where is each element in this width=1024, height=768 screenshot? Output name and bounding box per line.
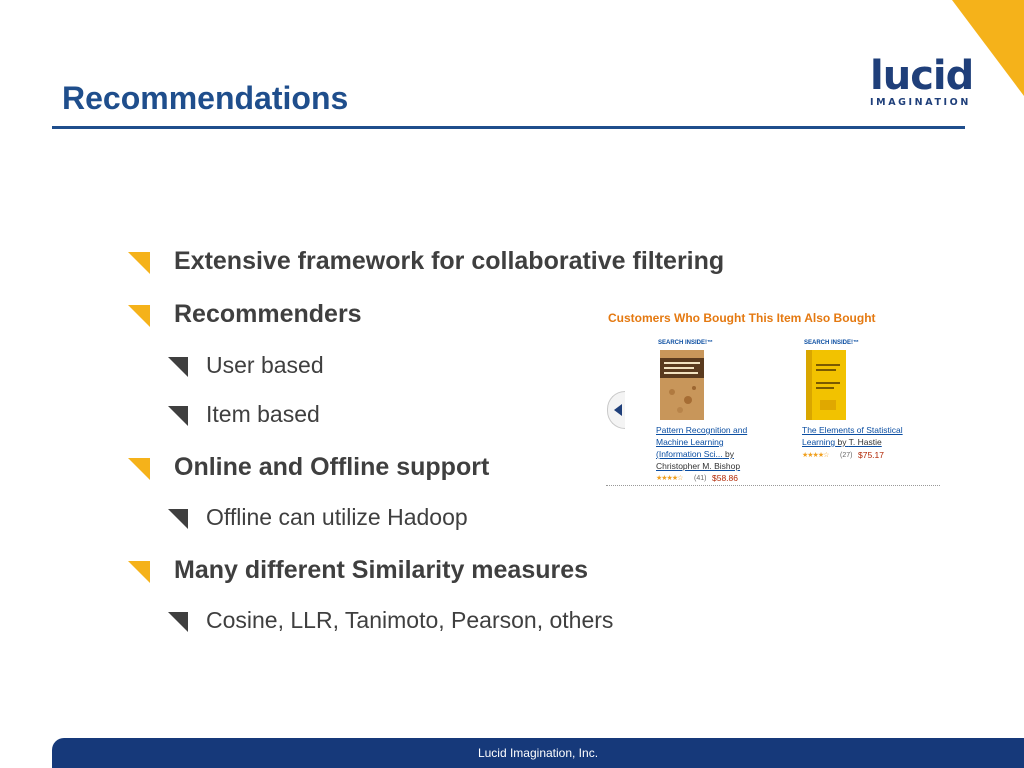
- footer-bar: [52, 738, 1024, 768]
- footer-text: Lucid Imagination, Inc.: [477, 746, 599, 760]
- bullet-text: Recommenders: [174, 300, 362, 328]
- book-author: T. Hastie: [848, 437, 882, 447]
- bullet-text: Many different Similarity measures: [174, 556, 589, 584]
- book-author: Christopher M. Bishop: [656, 461, 741, 471]
- logo-subtitle: IMAGINATION: [870, 97, 971, 108]
- also-bought-heading: Customers Who Bought This Item Also Bought: [608, 311, 876, 325]
- rating-stars-icon[interactable]: ★★★★☆: [656, 475, 683, 482]
- review-count[interactable]: (41): [694, 475, 707, 482]
- bullet-marker-icon: [128, 305, 152, 329]
- search-inside-badge: SEARCH INSIDE!™: [804, 340, 860, 346]
- book-cover-image: [806, 350, 846, 420]
- lucid-imagination-logo: [870, 53, 974, 108]
- bullet-text: User based: [206, 352, 324, 378]
- review-count[interactable]: (27): [840, 452, 853, 459]
- book-price: $75.17: [858, 450, 884, 460]
- divider: [606, 485, 940, 486]
- book-cover-image: [660, 350, 704, 420]
- bullet-text: Extensive framework for collaborative filtering: [174, 247, 725, 275]
- book-title-link[interactable]: [656, 424, 766, 472]
- logo-word: lucid: [870, 53, 974, 99]
- carousel-prev-button[interactable]: [607, 391, 625, 429]
- bullet-marker-icon: [128, 252, 152, 276]
- bullet-marker-icon: [128, 458, 152, 482]
- book-title[interactable]: Pattern Recognition and Machine Learning (Information Sci...: [656, 425, 748, 459]
- book-by-label: by: [837, 437, 847, 447]
- bullet-text: Cosine, LLR, Tanimoto, Pearson, others: [206, 607, 614, 633]
- bullet-text: Offline can utilize Hadoop: [206, 504, 468, 530]
- sub-bullet-marker-icon: [168, 509, 190, 531]
- search-inside-badge: SEARCH INSIDE!™: [658, 340, 714, 346]
- rating-stars-icon[interactable]: ★★★★☆: [802, 452, 829, 459]
- arrow-left-icon: [614, 404, 622, 416]
- sub-bullet-marker-icon: [168, 406, 190, 428]
- book-price: $58.86: [712, 473, 738, 483]
- sub-bullet-marker-icon: [168, 357, 190, 379]
- book-title-link[interactable]: [802, 424, 912, 448]
- also-bought-screenshot: [606, 306, 940, 492]
- bullet-text: Online and Offline support: [174, 453, 490, 481]
- slide-title: Recommendations: [62, 80, 349, 116]
- book-by-label: by: [724, 449, 734, 459]
- bullet-marker-icon: [128, 561, 152, 585]
- title-underline: [52, 126, 965, 129]
- bullet-text: Item based: [206, 401, 320, 427]
- book-title[interactable]: The Elements of Statistical Learning: [802, 425, 903, 447]
- sub-bullet-marker-icon: [168, 612, 190, 634]
